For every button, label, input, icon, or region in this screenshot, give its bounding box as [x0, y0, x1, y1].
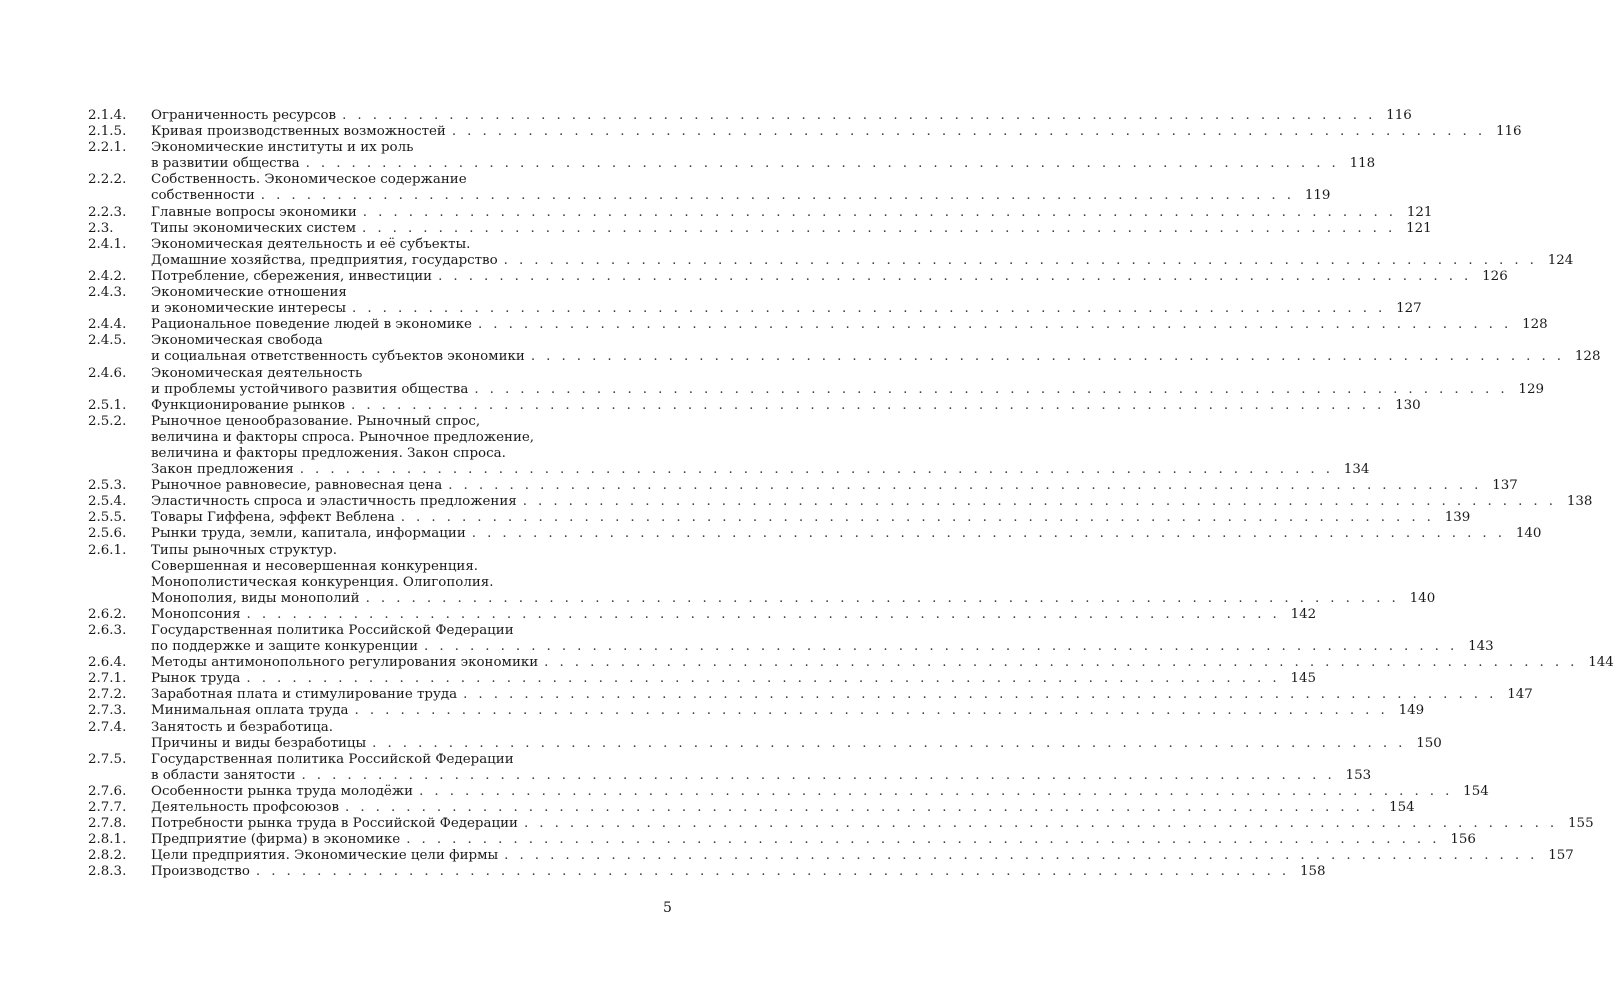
toc-entry [88, 397, 1421, 414]
toc-entry-number: 2.4.1. [88, 236, 127, 252]
dot-leader [247, 607, 1281, 623]
toc-entry-title [151, 205, 1432, 221]
toc-entry-title-line: Товары Гиффена, эффект Веблена [151, 510, 395, 526]
toc-entry-page: 128 [1574, 349, 1601, 365]
toc-entry-title [151, 623, 1494, 655]
toc-entry [88, 832, 1476, 848]
dot-leader [342, 108, 1376, 124]
toc-entry-title [151, 816, 1594, 832]
dot-leader [366, 591, 1400, 607]
dot-leader [246, 671, 1280, 687]
toc-entry [88, 800, 1415, 816]
toc-entry-number: 2.4.4. [88, 317, 127, 333]
toc-entry-number: 2.7.2. [88, 687, 127, 703]
toc-entry-title [151, 494, 1592, 510]
toc-entry-title [151, 269, 1508, 285]
toc-entry-page: 118 [1349, 156, 1376, 172]
toc-entry-title-line: и проблемы устойчивого развития общества [151, 381, 469, 397]
toc-entry-title-line: Рыночное равновесие, равновесная цена [151, 478, 443, 494]
toc-entry-title [151, 140, 1375, 172]
toc-entry-title-line: Государственная политика Российской Федерации [151, 751, 514, 767]
dot-leader [472, 526, 1506, 542]
toc-entry-title-line: величина и факторы спроса. Рыночное предложение, [151, 429, 535, 445]
toc-entry-number: 2.5.6. [88, 526, 127, 542]
toc-entry-title-line: Рыночное ценообразование. Рыночный спрос, [151, 413, 481, 429]
toc-entry-title-line: Рынок труда [151, 671, 241, 687]
toc-entry-title-line: Потребление, сбережения, инвестиции [151, 268, 433, 284]
toc-entry [88, 268, 1508, 285]
dot-leader [355, 703, 1389, 719]
dot-leader [345, 800, 1379, 816]
toc-entry-title-line: Монополия, виды монополий [151, 590, 360, 606]
dot-leader [372, 736, 1406, 752]
toc-entry-page: 142 [1290, 606, 1317, 622]
toc-entry-title-line: Особенности рынка труда молодёжи [151, 783, 414, 799]
toc-entry-title [151, 848, 1574, 864]
toc-entry-title-line: Деятельность профсоюзов [151, 800, 339, 816]
toc-entry-title-line: Закон предложения [151, 462, 294, 478]
dot-leader [448, 478, 1482, 494]
toc-entry-title-line: Причины и виды безработицы [151, 735, 367, 751]
toc-entry-title [151, 398, 1421, 414]
toc-entry-title-line: Монополистическая конкуренция. Олигополия. [151, 574, 494, 590]
toc-entry [88, 864, 1326, 880]
toc-entry [88, 703, 1425, 719]
toc-entry [88, 655, 1614, 671]
toc-entry-title-line: Монопсония [151, 606, 241, 622]
toc-entry [88, 204, 1433, 221]
dot-leader [406, 832, 1440, 848]
toc-entry-page: 128 [1522, 317, 1548, 333]
toc-entry-title [151, 510, 1470, 526]
toc-entry-title [151, 655, 1614, 671]
toc-entry-page: 119 [1304, 188, 1331, 204]
toc-entry-number: 2.4.2. [88, 268, 127, 284]
toc-entry-title [151, 607, 1316, 623]
toc-entry [88, 719, 1442, 752]
toc-entry-number: 2.1.5. [88, 124, 127, 140]
toc-entry-number: 2.6.1. [88, 542, 127, 558]
toc-entry-title [151, 333, 1600, 365]
toc-entry-number: 2.6.4. [88, 655, 127, 671]
toc-entry-page: 154 [1389, 800, 1415, 816]
toc-entry [88, 124, 1522, 140]
toc-entry-number: 2.8.3. [88, 864, 127, 880]
toc-entry-title-line: Типы экономических систем [151, 220, 357, 236]
toc-entry-number: 2.6.2. [88, 606, 127, 622]
toc-entry-title-line: Потребности рынка труда в Российской Федерации [151, 816, 518, 832]
toc-entry-title-line: Производство [151, 864, 250, 880]
toc-entry [88, 108, 1412, 124]
dot-leader [351, 398, 1385, 414]
toc-entry-page: 157 [1548, 848, 1574, 864]
toc-entry-title [151, 317, 1548, 333]
toc-entry-page: 154 [1463, 783, 1489, 799]
toc-entry [88, 623, 1494, 655]
toc-entry-number: 2.4.3. [88, 285, 127, 301]
toc-entry-title [151, 543, 1435, 607]
toc-entry-title-line: Функционирование рынков [151, 397, 346, 413]
toc-entry-title-line: Кривая производственных возможностей [151, 124, 446, 140]
toc-entry-page: 149 [1398, 703, 1425, 719]
toc-entry-title [151, 237, 1573, 269]
toc-entry-title-line: Государственная политика Российской Федерации [151, 623, 514, 638]
toc-entry-title-line: Рациональное поведение людей в экономике [151, 317, 472, 333]
toc-entry-number: 2.7.7. [88, 800, 127, 816]
toc-entry-title-line: Минимальная оплата труда [151, 703, 349, 719]
toc-entry-title [151, 478, 1518, 494]
dot-leader [531, 349, 1565, 365]
toc-entry-number: 2.5.5. [88, 510, 127, 526]
toc-entry [88, 671, 1317, 687]
toc-entry-title [151, 703, 1424, 719]
toc-entry-number: 2.7.5. [88, 751, 127, 767]
toc-entry [88, 606, 1317, 623]
toc-entry-title [151, 285, 1422, 317]
toc-entry [88, 542, 1436, 607]
toc-entry-title [151, 720, 1442, 752]
toc-entry-page: 138 [1566, 494, 1593, 510]
toc-entry-number: 2.8.2. [88, 848, 127, 864]
toc-entry-title-line: Собственность. Экономическое содержание [151, 172, 467, 188]
toc-entry-title [151, 832, 1476, 848]
toc-entry-page: 144 [1588, 655, 1614, 671]
toc-entry-page: 127 [1396, 301, 1422, 317]
toc-entry-number: 2.7.1. [88, 671, 127, 687]
toc-entry-title-line: собственности [151, 188, 255, 204]
toc-entry-page: 158 [1299, 864, 1326, 880]
toc-entry-title-line: и социальная ответственность субъектов экономики [151, 349, 525, 365]
toc-entry-title [151, 687, 1533, 703]
dot-leader [352, 301, 1386, 317]
dot-leader [523, 494, 1557, 510]
toc-entry-number: 2.2.1. [88, 140, 127, 156]
dot-leader [401, 510, 1435, 526]
toc-entry-title-line: Экономические институты и их роль [151, 140, 414, 156]
toc-entry-number: 2.5.1. [88, 397, 127, 413]
toc-entry [88, 140, 1376, 172]
toc-entry [88, 365, 1544, 398]
dot-leader [544, 655, 1578, 671]
toc-entry-title-line: Экономическая деятельность [151, 365, 363, 381]
toc-entry-title [151, 752, 1371, 784]
toc-entry-page: 147 [1507, 687, 1533, 703]
toc-entry-title-line: Методы антимонопольного регулирования экономики [151, 655, 539, 671]
dot-leader [452, 124, 1486, 140]
toc-entry-title-line: Экономические отношения [151, 285, 347, 301]
toc-entry-title-line: Ограниченность ресурсов [151, 108, 337, 123]
toc-entry-number: 2.3. [88, 220, 114, 236]
toc-entry [88, 220, 1432, 237]
toc-entry-number: 2.7.8. [88, 816, 127, 832]
dot-leader [438, 269, 1472, 285]
toc-entry-number: 2.5.2. [88, 413, 127, 429]
toc-entry-title [151, 366, 1544, 398]
toc-entry-title-line: Совершенная и несовершенная конкуренция. [151, 558, 479, 574]
dot-leader [363, 205, 1397, 221]
toc-entry-title-line: Эластичность спроса и эластичность предложения [151, 494, 517, 510]
toc-entry-number: 2.5.4. [88, 494, 127, 510]
dot-leader [261, 188, 1295, 204]
toc-entry-number: 2.2.2. [88, 172, 127, 188]
toc-entry-page: 116 [1495, 124, 1522, 140]
toc-entry-title-line: в области занятости [151, 767, 296, 783]
toc-entry-title-line: в развитии общества [151, 156, 300, 172]
toc-entry-page: 143 [1468, 639, 1494, 655]
toc-entry-title-line: по поддержке и защите конкуренции [151, 639, 419, 655]
toc-entry-title-line: Экономическая свобода [151, 333, 323, 349]
toc-entry-title-line: Главные вопросы экономики [151, 204, 357, 220]
dot-leader [301, 768, 1335, 784]
toc-entry-title [151, 124, 1522, 140]
toc-entry-number: 2.7.4. [88, 719, 127, 735]
page-number: 5 [663, 900, 672, 916]
toc-entry [88, 687, 1533, 703]
dot-leader [504, 848, 1538, 864]
toc-entry [88, 236, 1574, 269]
toc-entry-page: 156 [1450, 832, 1476, 848]
dot-leader [463, 687, 1497, 703]
toc-entry [88, 172, 1331, 204]
dot-leader [424, 639, 1458, 655]
toc-entry [88, 526, 1542, 542]
dot-leader [478, 317, 1512, 333]
toc-entry-page: 130 [1395, 397, 1421, 413]
dot-leader [524, 816, 1558, 832]
dot-leader [504, 253, 1538, 269]
toc-entry-page: 140 [1409, 590, 1436, 606]
toc-entry-number: 2.4.6. [88, 365, 127, 381]
toc-entry-page: 126 [1482, 268, 1508, 284]
toc-entry-title-line: Рынки труда, земли, капитала, информации [151, 526, 466, 542]
toc-entry [88, 783, 1489, 800]
toc-entry [88, 285, 1422, 317]
toc-entry-title [151, 414, 1369, 478]
toc-entry-number: 2.7.3. [88, 703, 127, 719]
toc-entry-page: 153 [1345, 767, 1372, 783]
toc-entry-number: 2.8.1. [88, 832, 127, 848]
toc-entry [88, 848, 1574, 864]
toc-entry [88, 510, 1471, 526]
toc-entry-page: 155 [1568, 816, 1594, 832]
toc-entry-page: 116 [1386, 108, 1412, 123]
toc-entry-number: 2.4.5. [88, 333, 127, 349]
toc-entry-title [151, 172, 1330, 204]
dot-leader [256, 864, 1290, 880]
toc-entry-page: 145 [1290, 671, 1317, 687]
toc-entry-number: 2.2.3. [88, 204, 127, 220]
toc-entry [88, 333, 1601, 365]
dot-leader [362, 221, 1396, 237]
toc-entry-title [151, 784, 1489, 800]
dot-leader [474, 382, 1508, 398]
toc-entry [88, 494, 1593, 510]
toc-entry-page: 139 [1444, 510, 1471, 526]
toc-entry-number: 2.6.3. [88, 623, 127, 638]
toc-entry-page: 121 [1406, 204, 1433, 220]
toc-entry-title-line: величина и факторы предложения. Закон спроса. [151, 445, 506, 461]
toc-entry-title [151, 221, 1432, 237]
toc-entry-page: 121 [1406, 220, 1432, 236]
dot-leader [419, 784, 1453, 800]
toc-entry-title-line: Занятость и безработица. [151, 719, 333, 735]
toc-entry-title [151, 526, 1541, 542]
toc-entry-page: 129 [1518, 381, 1544, 397]
toc-entry [88, 478, 1518, 494]
toc-entry-number: 2.7.6. [88, 783, 127, 799]
toc-entry-page: 124 [1547, 252, 1574, 268]
toc-entry [88, 317, 1548, 333]
toc-entry-title [151, 800, 1415, 816]
toc-entry-title-line: Цели предприятия. Экономические цели фирмы [151, 848, 499, 864]
toc-entry-title-line: Заработная плата и стимулирование труда [151, 687, 458, 703]
toc-entry-page: 140 [1515, 526, 1542, 542]
toc-entry [88, 413, 1370, 478]
toc-entry-title [151, 864, 1326, 880]
toc-entry [88, 751, 1372, 784]
toc-entry-page: 137 [1492, 478, 1518, 494]
toc-entry-number: 2.5.3. [88, 478, 127, 494]
toc-entry-title [151, 108, 1412, 124]
toc-entry-title-line: Типы рыночных структур. [151, 542, 337, 558]
toc-entry-title-line: и экономические интересы [151, 301, 347, 317]
toc-entry-title-line: Домашние хозяйства, предприятия, государство [151, 252, 498, 268]
toc-entry-title-line: Предприятие (фирма) в экономике [151, 832, 401, 848]
toc-entry-title-line: Экономическая деятельность и её субъекты. [151, 236, 471, 252]
table-of-contents [88, 108, 1614, 881]
dot-leader [306, 156, 1340, 172]
toc-entry [88, 816, 1594, 832]
dot-leader [300, 462, 1334, 478]
toc-entry-page: 134 [1343, 462, 1370, 478]
toc-entry-number: 2.1.4. [88, 108, 127, 123]
toc-entry-page: 150 [1416, 735, 1442, 751]
toc-entry-title [151, 671, 1316, 687]
